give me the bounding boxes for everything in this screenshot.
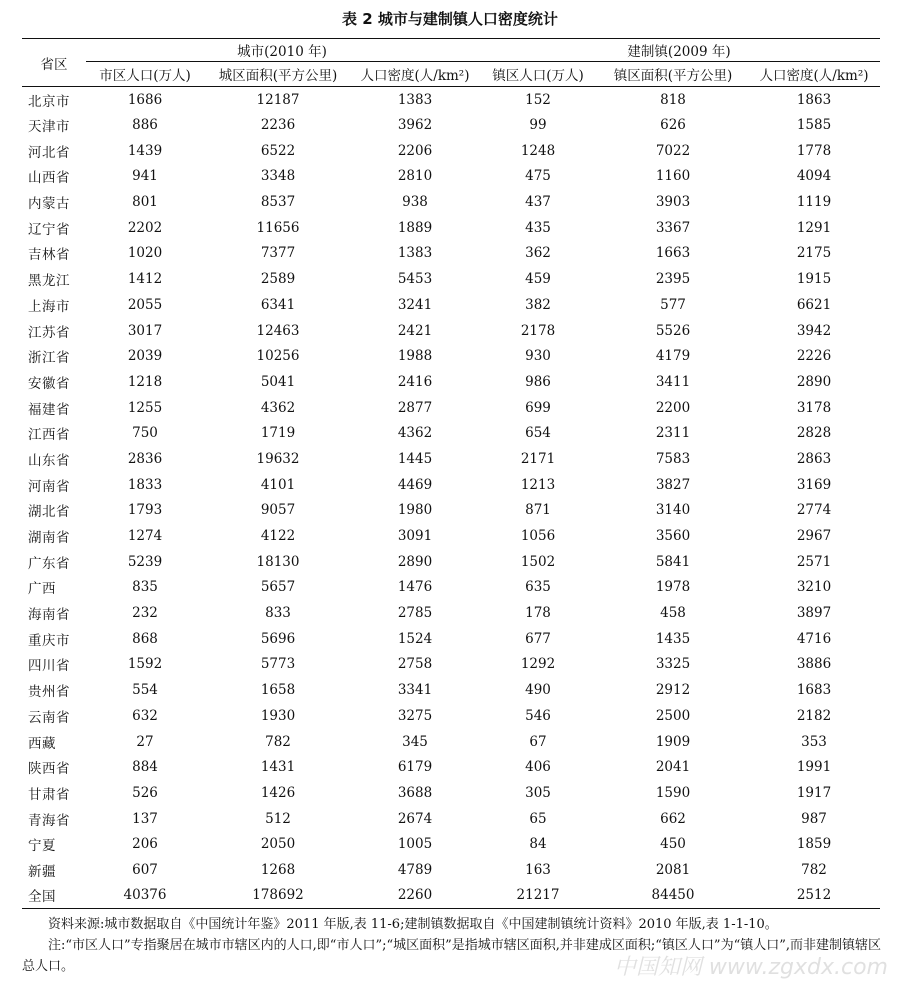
value-cell: 750 <box>132 425 158 442</box>
value-cell: 458 <box>660 605 686 622</box>
province-cell: 北京市 <box>28 93 70 110</box>
value-cell: 1585 <box>796 117 832 134</box>
table-row <box>22 292 880 318</box>
value-cell: 362 <box>525 245 551 262</box>
value-cell: 206 <box>132 836 158 853</box>
province-cell: 河南省 <box>28 478 70 495</box>
value-cell: 490 <box>525 682 551 699</box>
value-cell: 7583 <box>655 450 691 467</box>
value-cell: 6179 <box>397 759 433 776</box>
province-cell: 天津市 <box>28 119 70 136</box>
value-cell: 833 <box>265 605 291 622</box>
value-cell: 8537 <box>260 194 296 211</box>
value-cell: 11656 <box>256 219 300 236</box>
value-cell: 1292 <box>520 656 556 673</box>
value-cell: 4789 <box>397 861 433 878</box>
province-cell: 江苏省 <box>28 324 70 341</box>
value-cell: 2863 <box>796 450 832 467</box>
value-cell: 3178 <box>796 399 832 416</box>
value-cell: 512 <box>265 810 291 827</box>
table-row <box>22 575 880 601</box>
value-cell: 546 <box>525 707 551 724</box>
value-cell: 818 <box>660 91 686 108</box>
value-cell: 5453 <box>397 271 433 288</box>
table-row <box>22 754 880 780</box>
value-cell: 782 <box>801 861 827 878</box>
value-cell: 3091 <box>397 528 433 545</box>
header-city-pop: 市区人口(万人) <box>86 62 204 87</box>
province-cell: 福建省 <box>28 401 70 418</box>
table-row <box>22 266 880 292</box>
value-cell: 475 <box>525 168 551 185</box>
table-row <box>22 600 880 626</box>
province-cell: 吉林省 <box>28 247 70 264</box>
province-cell: 四川省 <box>28 658 70 675</box>
value-cell: 2081 <box>655 861 691 878</box>
value-cell: 19632 <box>256 450 300 467</box>
table-row <box>22 138 880 164</box>
value-cell: 1978 <box>655 579 691 596</box>
value-cell: 5239 <box>127 553 163 570</box>
value-cell: 4716 <box>796 630 832 647</box>
value-cell: 3688 <box>397 784 433 801</box>
value-cell: 5841 <box>655 553 691 570</box>
value-cell: 163 <box>525 861 551 878</box>
province-cell: 山东省 <box>28 452 70 469</box>
province-cell: 河北省 <box>28 144 70 161</box>
province-cell: 贵州省 <box>28 684 70 701</box>
value-cell: 4362 <box>260 399 296 416</box>
value-cell: 632 <box>132 707 158 724</box>
table-row <box>22 498 880 524</box>
value-cell: 4094 <box>796 168 832 185</box>
province-cell: 湖南省 <box>28 530 70 547</box>
value-cell: 65 <box>529 810 547 827</box>
value-cell: 4101 <box>260 476 296 493</box>
value-cell: 3367 <box>655 219 691 236</box>
value-cell: 886 <box>132 117 158 134</box>
value-cell: 1056 <box>520 528 556 545</box>
value-cell: 2175 <box>796 245 832 262</box>
value-cell: 2877 <box>397 399 433 416</box>
province-cell: 西藏 <box>28 735 56 752</box>
province-cell: 江西省 <box>28 427 70 444</box>
value-cell: 382 <box>525 296 551 313</box>
value-cell: 2311 <box>655 425 691 442</box>
value-cell: 2041 <box>655 759 691 776</box>
value-cell: 40376 <box>86 883 204 909</box>
value-cell: 1502 <box>520 553 556 570</box>
value-cell: 986 <box>525 373 551 390</box>
value-cell: 1255 <box>127 399 163 416</box>
table-row <box>22 703 880 729</box>
value-cell: 1476 <box>397 579 433 596</box>
value-cell: 435 <box>525 219 551 236</box>
table-row <box>22 857 880 883</box>
value-cell: 654 <box>525 425 551 442</box>
table-row <box>22 420 880 446</box>
table-row <box>22 241 880 267</box>
value-cell: 941 <box>132 168 158 185</box>
value-cell: 2571 <box>796 553 832 570</box>
value-cell: 12463 <box>256 322 300 339</box>
footer-source: 资料来源:城市数据取自《中国统计年鉴》2011 年版,表 11-6;建制镇数据取自《中国建制镇统计资料》2010 年版,表 1-1-10。 <box>48 917 778 932</box>
value-cell: 1988 <box>397 348 433 365</box>
value-cell: 9057 <box>260 502 296 519</box>
value-cell: 3897 <box>796 605 832 622</box>
value-cell: 1793 <box>127 502 163 519</box>
value-cell: 1980 <box>397 502 433 519</box>
table-row <box>22 472 880 498</box>
value-cell: 5526 <box>655 322 691 339</box>
value-cell: 4179 <box>655 348 691 365</box>
value-cell: 1268 <box>260 861 296 878</box>
value-cell: 884 <box>132 759 158 776</box>
value-cell: 1658 <box>260 682 296 699</box>
population-density-table <box>22 38 880 909</box>
value-cell: 1719 <box>260 425 296 442</box>
value-cell: 3886 <box>796 656 832 673</box>
value-cell: 3210 <box>796 579 832 596</box>
value-cell: 1248 <box>520 142 556 159</box>
value-cell: 3411 <box>655 373 691 390</box>
value-cell: 84 <box>529 836 547 853</box>
value-cell: 1439 <box>127 142 163 159</box>
value-cell: 1686 <box>127 91 163 108</box>
value-cell: 232 <box>132 605 158 622</box>
table-title: 表 2 城市与建制镇人口密度统计 <box>342 10 558 28</box>
province-cell: 全国 <box>22 883 86 909</box>
value-cell: 1991 <box>796 759 832 776</box>
value-cell: 1445 <box>397 450 433 467</box>
value-cell: 2674 <box>397 810 433 827</box>
footer-note: 注:“市区人口”专指聚居在城市市辖区内的人口,即“市人口”;“城区面积”是指城市辖区面积,并非建成区面积;“镇区人口”为“镇人口”,而非建制镇辖区总人口。 <box>22 938 881 974</box>
header-city-group: 城市(2010 年) <box>86 39 478 62</box>
header-city-density: 人口密度(人/km²) <box>352 62 478 87</box>
value-cell: 84450 <box>598 883 748 909</box>
value-cell: 1291 <box>796 219 832 236</box>
value-cell: 2890 <box>397 553 433 570</box>
table-row <box>22 318 880 344</box>
value-cell: 3903 <box>655 194 691 211</box>
value-cell: 67 <box>529 733 547 750</box>
table-row <box>22 677 880 703</box>
value-cell: 2182 <box>796 707 832 724</box>
value-cell: 5657 <box>260 579 296 596</box>
value-cell: 2589 <box>260 271 296 288</box>
value-cell: 12187 <box>256 91 300 108</box>
value-cell: 2236 <box>260 117 296 134</box>
value-cell: 1859 <box>796 836 832 853</box>
table-row <box>22 343 880 369</box>
value-cell: 871 <box>525 502 551 519</box>
value-cell: 554 <box>132 682 158 699</box>
header-town-density: 人口密度(人/km²) <box>748 62 880 87</box>
value-cell: 2202 <box>127 219 163 236</box>
value-cell: 1778 <box>796 142 832 159</box>
value-cell: 2055 <box>127 296 163 313</box>
value-cell: 178 <box>525 605 551 622</box>
province-cell: 云南省 <box>28 709 70 726</box>
value-cell: 1426 <box>260 784 296 801</box>
value-cell: 1833 <box>127 476 163 493</box>
value-cell: 1005 <box>397 836 433 853</box>
table-row <box>22 831 880 857</box>
value-cell: 10256 <box>256 348 300 365</box>
province-cell: 湖北省 <box>28 504 70 521</box>
value-cell: 1160 <box>655 168 691 185</box>
province-cell: 重庆市 <box>28 632 70 649</box>
value-cell: 178692 <box>204 883 352 909</box>
value-cell: 3017 <box>127 322 163 339</box>
value-cell: 7022 <box>655 142 691 159</box>
table-body <box>22 87 880 909</box>
province-cell: 广东省 <box>28 555 70 572</box>
value-cell: 835 <box>132 579 158 596</box>
value-cell: 526 <box>132 784 158 801</box>
value-cell: 1590 <box>655 784 691 801</box>
value-cell: 1435 <box>655 630 691 647</box>
value-cell: 353 <box>801 733 827 750</box>
value-cell: 607 <box>132 861 158 878</box>
value-cell: 7377 <box>260 245 296 262</box>
value-cell: 2890 <box>796 373 832 390</box>
value-cell: 4469 <box>397 476 433 493</box>
value-cell: 2416 <box>397 373 433 390</box>
value-cell: 1889 <box>397 219 433 236</box>
value-cell: 2500 <box>655 707 691 724</box>
value-cell: 577 <box>660 296 686 313</box>
value-cell: 4362 <box>397 425 433 442</box>
province-cell: 黑龙江 <box>28 273 70 290</box>
value-cell: 2512 <box>748 883 880 909</box>
header-town-area: 镇区面积(平方公里) <box>598 62 748 87</box>
province-cell: 甘肃省 <box>28 786 70 803</box>
value-cell: 1915 <box>796 271 832 288</box>
value-cell: 437 <box>525 194 551 211</box>
table-row <box>22 806 880 832</box>
value-cell: 782 <box>265 733 291 750</box>
header-province: 省区 <box>22 39 86 87</box>
table-row <box>22 215 880 241</box>
value-cell: 1592 <box>127 656 163 673</box>
value-cell: 2200 <box>655 399 691 416</box>
table-row <box>22 729 880 755</box>
value-cell: 27 <box>136 733 154 750</box>
value-cell: 3827 <box>655 476 691 493</box>
province-cell: 陕西省 <box>28 761 70 778</box>
value-cell: 5041 <box>260 373 296 390</box>
value-cell: 868 <box>132 630 158 647</box>
value-cell: 699 <box>525 399 551 416</box>
province-cell: 青海省 <box>28 812 70 829</box>
value-cell: 2967 <box>796 528 832 545</box>
value-cell: 2050 <box>260 836 296 853</box>
province-cell: 安徽省 <box>28 375 70 392</box>
value-cell: 3942 <box>796 322 832 339</box>
value-cell: 3962 <box>397 117 433 134</box>
value-cell: 5773 <box>260 656 296 673</box>
value-cell: 6522 <box>260 142 296 159</box>
table-row <box>22 369 880 395</box>
value-cell: 21217 <box>478 883 598 909</box>
value-cell: 1663 <box>655 245 691 262</box>
table-row <box>22 883 880 909</box>
province-cell: 海南省 <box>28 607 70 624</box>
value-cell: 1383 <box>397 245 433 262</box>
value-cell: 1213 <box>520 476 556 493</box>
table-row <box>22 780 880 806</box>
value-cell: 1683 <box>796 682 832 699</box>
table-row <box>22 652 880 678</box>
value-cell: 152 <box>525 91 551 108</box>
value-cell: 2912 <box>655 682 691 699</box>
value-cell: 305 <box>525 784 551 801</box>
province-cell: 上海市 <box>28 298 70 315</box>
value-cell: 1917 <box>796 784 832 801</box>
table-row <box>22 189 880 215</box>
value-cell: 987 <box>801 810 827 827</box>
value-cell: 3140 <box>655 502 691 519</box>
value-cell: 2758 <box>397 656 433 673</box>
value-cell: 2395 <box>655 271 691 288</box>
value-cell: 99 <box>529 117 547 134</box>
value-cell: 1863 <box>796 91 832 108</box>
value-cell: 2828 <box>796 425 832 442</box>
value-cell: 2039 <box>127 348 163 365</box>
value-cell: 2178 <box>520 322 556 339</box>
table-row <box>22 549 880 575</box>
value-cell: 3560 <box>655 528 691 545</box>
value-cell: 1274 <box>127 528 163 545</box>
value-cell: 450 <box>660 836 686 853</box>
province-cell: 新疆 <box>28 863 56 880</box>
value-cell: 3348 <box>260 168 296 185</box>
value-cell: 3325 <box>655 656 691 673</box>
value-cell: 801 <box>132 194 158 211</box>
value-cell: 18130 <box>256 553 300 570</box>
value-cell: 930 <box>525 348 551 365</box>
value-cell: 938 <box>402 194 428 211</box>
province-cell: 浙江省 <box>28 350 70 367</box>
value-cell: 1218 <box>127 373 163 390</box>
header-town-pop: 镇区人口(万人) <box>478 62 598 87</box>
watermark: 中国知网 www.zgxdx.com <box>613 955 888 980</box>
table-row <box>22 523 880 549</box>
value-cell: 677 <box>525 630 551 647</box>
value-cell: 1524 <box>397 630 433 647</box>
value-cell: 1412 <box>127 271 163 288</box>
province-cell: 辽宁省 <box>28 221 70 238</box>
value-cell: 2836 <box>127 450 163 467</box>
value-cell: 2206 <box>397 142 433 159</box>
value-cell: 3169 <box>796 476 832 493</box>
value-cell: 2785 <box>397 605 433 622</box>
value-cell: 1383 <box>397 91 433 108</box>
value-cell: 635 <box>525 579 551 596</box>
value-cell: 1930 <box>260 707 296 724</box>
province-cell: 山西省 <box>28 170 70 187</box>
table-row <box>22 626 880 652</box>
value-cell: 2774 <box>796 502 832 519</box>
province-cell: 广西 <box>28 581 56 598</box>
value-cell: 3241 <box>397 296 433 313</box>
value-cell: 3275 <box>397 707 433 724</box>
value-cell: 345 <box>402 733 428 750</box>
table-row <box>22 446 880 472</box>
value-cell: 5696 <box>260 630 296 647</box>
value-cell: 2226 <box>796 348 832 365</box>
value-cell: 1431 <box>260 759 296 776</box>
header-city-area: 城区面积(平方公里) <box>204 62 352 87</box>
value-cell: 1909 <box>655 733 691 750</box>
value-cell: 1020 <box>127 245 163 262</box>
value-cell: 6621 <box>796 296 832 313</box>
value-cell: 2171 <box>520 450 556 467</box>
value-cell: 2260 <box>352 883 478 909</box>
value-cell: 626 <box>660 117 686 134</box>
province-cell: 宁夏 <box>28 838 56 855</box>
value-cell: 137 <box>132 810 158 827</box>
table-row <box>22 87 880 113</box>
value-cell: 4122 <box>260 528 296 545</box>
value-cell: 6341 <box>260 296 296 313</box>
value-cell: 406 <box>525 759 551 776</box>
value-cell: 1119 <box>796 194 832 211</box>
value-cell: 2810 <box>397 168 433 185</box>
table-row <box>22 164 880 190</box>
province-cell: 内蒙古 <box>28 196 70 213</box>
value-cell: 3341 <box>397 682 433 699</box>
value-cell: 459 <box>525 271 551 288</box>
value-cell: 2421 <box>397 322 433 339</box>
value-cell: 662 <box>660 810 686 827</box>
header-town-group: 建制镇(2009 年) <box>478 39 880 62</box>
table-row <box>22 112 880 138</box>
table-row <box>22 395 880 421</box>
